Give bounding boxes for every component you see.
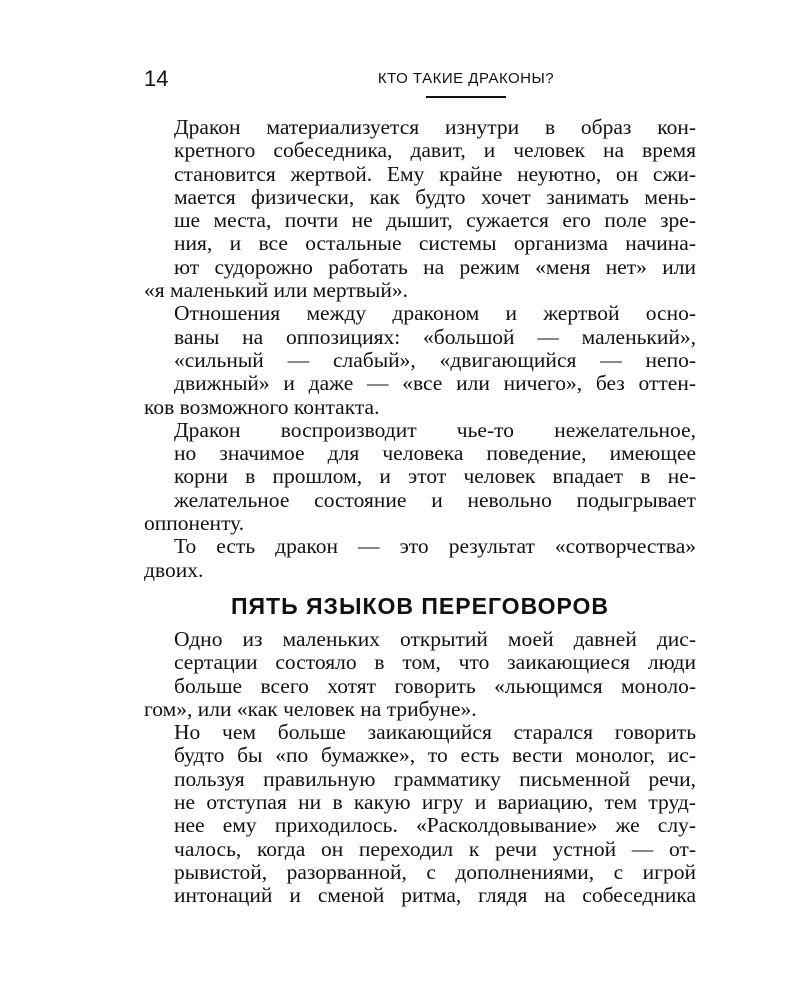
text-line: Дракон материализуется изнутри в образ кон- (174, 115, 696, 139)
paragraph (144, 628, 696, 698)
text-line: становится жертвой. Ему крайне неуютно, он сжи- (174, 161, 696, 186)
text-line: но значимое для человека поведение, имеющее (174, 441, 696, 466)
text-line: То есть дракон — это результат «сотворчества» (174, 534, 696, 559)
text-line: двоих. (144, 557, 204, 582)
text-line: больше всего хотят говорить «льющимся моноло- (174, 673, 696, 698)
text-line: корни в прошлом, и этот человек впадает в не- (174, 464, 696, 489)
paragraph-end (144, 396, 696, 419)
text-line: Одно из маленьких открытий моей давней дис- (174, 627, 696, 651)
text-line: будто бы «по бумажке», то есть вести монолог, ис- (174, 743, 696, 768)
text-line: гом», или «как человек на трибуне». (144, 696, 477, 721)
text-line: пользуя правильную грамматику письменной речи, (174, 766, 696, 791)
text-line: рывистой, разорванной, с дополнениями, с игрой (174, 859, 696, 884)
text-line: ков возможного контакта. (144, 394, 380, 419)
text-line: нее ему приходилось. «Расколдовывание» же слу- (174, 813, 696, 838)
text-line: желательное состояние и невольно подыгрывает (174, 487, 696, 512)
paragraph-end (144, 698, 696, 721)
text-line: мается физически, как будто хочет занимать мень- (174, 184, 696, 209)
text-line: Отношения между драконом и жертвой осно- (174, 301, 696, 326)
text-line: кретного собеседника, давит, и человек на время (174, 138, 696, 163)
text-line: Но чем больше заикающийся старался говорить (174, 720, 696, 745)
paragraph (144, 302, 696, 395)
body-text-section-2 (144, 628, 696, 908)
running-header (144, 66, 696, 102)
running-title: КТО ТАКИЕ ДРАКОНЫ? (377, 70, 555, 87)
paragraph (144, 116, 696, 279)
paragraph-end (144, 279, 696, 302)
text-line: оппоненту. (144, 511, 245, 536)
text-line: сертации состояло в том, что заикающиеся люди (174, 650, 696, 675)
text-line: ют судорожно работать на режим «меня нет» или (174, 254, 696, 279)
paragraph (144, 535, 696, 558)
text-line: ше места, почти не дышит, сужается его поле зре- (174, 208, 696, 233)
text-line: Дракон воспроизводит чье-то нежелательное, (174, 417, 696, 442)
text-line: ния, и все остальные системы организма начина- (174, 231, 696, 256)
text-line: интонаций и сменой ритма, глядя на собеседника (174, 883, 696, 908)
page-number: 14 (144, 66, 169, 91)
text-line: не отступая ни в какую игру и вариацию, тем труд- (174, 790, 696, 815)
header-rule (426, 96, 506, 98)
text-line: движный» и даже — «все или ничего», без оттен- (174, 371, 696, 396)
body-text-section-1 (144, 116, 696, 582)
paragraph-end (144, 512, 696, 535)
paragraph (144, 419, 696, 512)
text-line: «я маленький или мертвый». (144, 278, 408, 303)
text-line: «сильный — слабый», «двигающийся — непо- (174, 347, 696, 372)
text-line: ваны на оппозициях: «большой — маленький», (174, 324, 696, 349)
text-line: чалось, когда он переходил к речи устной — от- (174, 836, 696, 861)
paragraph-end (144, 559, 696, 582)
paragraph (144, 721, 696, 907)
section-heading: ПЯТЬ ЯЗЫКОВ ПЕРЕГОВОРОВ (230, 593, 610, 619)
